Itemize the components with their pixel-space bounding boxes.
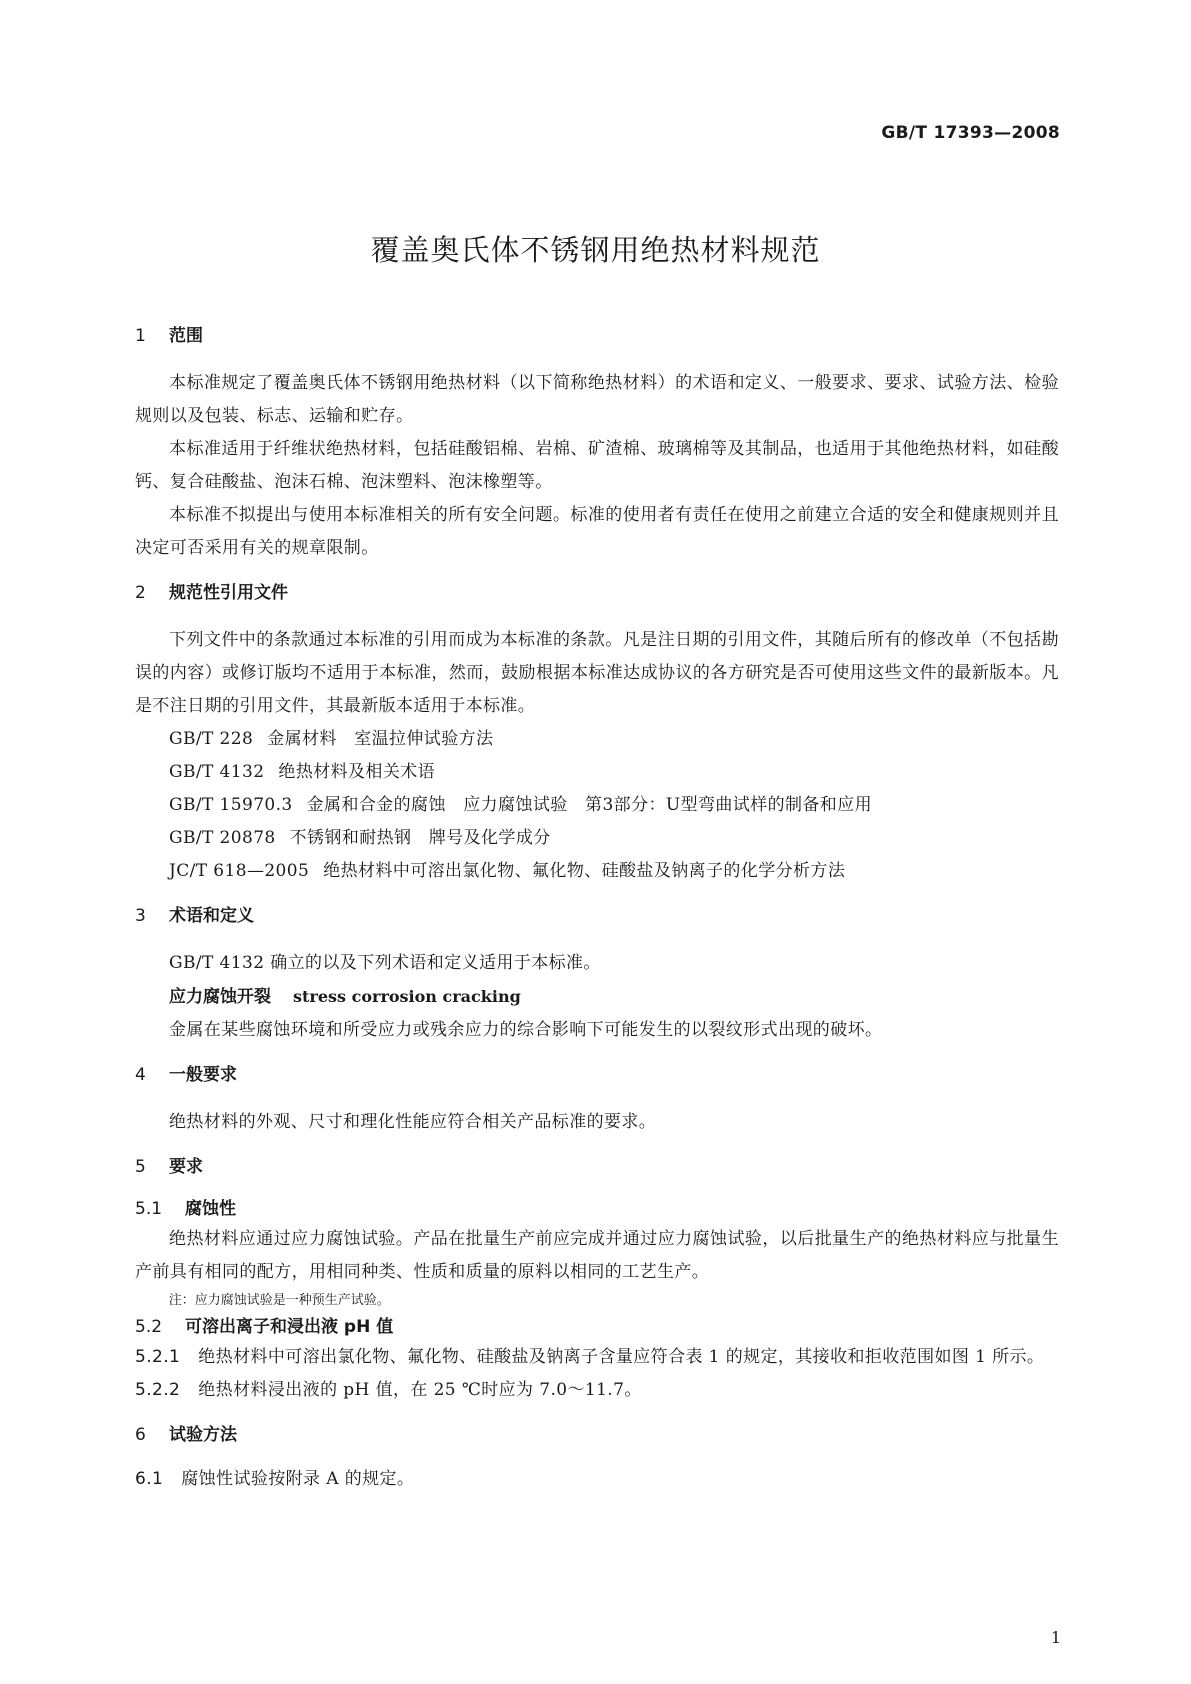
section-title: 试验方法 <box>169 1425 237 1445</box>
clause-text: 绝热材料中可溶出氯化物、氟化物、硅酸盐及钠离子含量应符合表 1 的规定，其接收和拒收范围如图 1 所示。 <box>198 1347 1045 1367</box>
document-title: 覆盖奥氏体不锈钢用绝热材料规范 <box>370 233 821 267</box>
clause-text: 腐蚀性试验按附录 A 的规定。 <box>181 1469 415 1489</box>
reference-title: 绝热材料中可溶出氯化物、氟化物、硅酸盐及钠离子的化学分析方法 <box>323 861 846 881</box>
clause-number: 5.2.1 <box>135 1347 181 1367</box>
reference-code: GB/T 228 <box>169 729 254 749</box>
section-number: 3 <box>135 906 146 926</box>
subsection-title: 可溶出离子和浸出液 pH 值 <box>185 1317 394 1337</box>
clause <box>135 1463 1059 1496</box>
subsection-heading-soluble-ions <box>135 1313 1059 1341</box>
reference-code: GB/T 20878 <box>169 828 276 848</box>
section-heading-general-requirements <box>135 1061 1059 1089</box>
section-heading-test-methods <box>135 1421 1059 1449</box>
paragraph: 本标准适用于纤维状绝热材料，包括硅酸铝棉、岩棉、矿渣棉、玻璃棉等及其制品，也适用于其他绝热材料，如硅酸钙、复合硅酸盐、泡沫石棉、泡沫塑料、泡沫橡塑等。 <box>135 439 1059 492</box>
clause-number: 5.2.2 <box>135 1380 181 1400</box>
page-number: 1 <box>1050 1628 1061 1647</box>
paragraph: GB/T 4132 确立的以及下列术语和定义适用于本标准。 <box>169 953 601 973</box>
reference-item <box>135 822 1059 855</box>
reference-code: GB/T 4132 <box>169 762 265 782</box>
term-definition: 金属在某些腐蚀环境和所受应力或残余应力的综合影响下可能发生的以裂纹形式出现的破坏。 <box>169 1020 883 1040</box>
clause <box>135 1341 1059 1374</box>
paragraph: 本标准规定了覆盖奥氏体不锈钢用绝热材料（以下简称绝热材料）的术语和定义、一般要求、要求、试验方法、检验规则以及包装、标志、运输和贮存。 <box>135 373 1059 426</box>
section-heading-requirements <box>135 1153 1059 1181</box>
clause-number: 6.1 <box>135 1469 164 1489</box>
section-number: 5 <box>135 1157 146 1177</box>
clause <box>135 1374 1059 1407</box>
section-title: 术语和定义 <box>169 906 254 926</box>
section-title: 规范性引用文件 <box>169 583 288 603</box>
section-number: 1 <box>135 326 146 346</box>
section-title: 范围 <box>169 326 203 346</box>
section-title: 要求 <box>169 1157 203 1177</box>
section-heading-terms <box>135 902 1059 930</box>
subsection-heading-corrosivity <box>135 1195 1059 1223</box>
section-title: 一般要求 <box>169 1065 237 1085</box>
paragraph: 下列文件中的条款通过本标准的引用而成为本标准的条款。凡是注日期的引用文件，其随后所有的修改单（不包括勘误的内容）或修订版均不适用于本标准，然而，鼓励根据本标准达成协议的各方研究是否可使用这些文件的最新版本。凡是不注日期的引用文件，其最新版本适用于本标准。 <box>135 630 1059 716</box>
reference-item <box>135 789 1059 822</box>
reference-code: GB/T 15970.3 <box>169 795 293 815</box>
reference-title: 金属和合金的腐蚀 应力腐蚀试验 第3部分：U型弯曲试样的制备和应用 <box>306 795 872 815</box>
reference-item <box>135 723 1059 756</box>
section-number: 2 <box>135 583 146 603</box>
document-body <box>135 322 1059 1496</box>
paragraph: 本标准不拟提出与使用本标准相关的所有安全问题。标准的使用者有责任在使用之前建立合适的安全和健康规则并且决定可否采用有关的规章限制。 <box>135 505 1059 558</box>
reference-code: JC/T 618—2005 <box>169 861 310 881</box>
reference-item <box>135 756 1059 789</box>
subsection-title: 腐蚀性 <box>185 1199 236 1219</box>
section-heading-scope <box>135 322 1059 350</box>
term-chinese: 应力腐蚀开裂 <box>169 987 271 1007</box>
paragraph: 绝热材料应通过应力腐蚀试验。产品在批量生产前应完成并通过应力腐蚀试验，以后批量生产的绝热材料应与批量生产前具有相同的配方，用相同种类、性质和质量的原料以相同的工艺生产。 <box>135 1229 1059 1282</box>
section-heading-normative-references <box>135 579 1059 607</box>
note: 注：应力腐蚀试验是一种预生产试验。 <box>168 1293 390 1308</box>
standard-number: GB/T 17393—2008 <box>881 123 1060 143</box>
term-entry <box>135 980 1059 1014</box>
clause-text: 绝热材料浸出液的 pH 值，在 25 ℃时应为 7.0～11.7。 <box>198 1380 642 1400</box>
subsection-number: 5.1 <box>135 1199 163 1219</box>
section-number: 4 <box>135 1065 146 1085</box>
reference-title: 不锈钢和耐热钢 牌号及化学成分 <box>289 828 551 848</box>
term-english: stress corrosion cracking <box>293 987 521 1006</box>
paragraph: 绝热材料的外观、尺寸和理化性能应符合相关产品标准的要求。 <box>169 1112 657 1132</box>
section-number: 6 <box>135 1425 146 1445</box>
subsection-number: 5.2 <box>135 1317 163 1337</box>
reference-title: 金属材料 室温拉伸试验方法 <box>267 729 494 749</box>
reference-item <box>135 855 1059 888</box>
reference-title: 绝热材料及相关术语 <box>278 762 436 782</box>
